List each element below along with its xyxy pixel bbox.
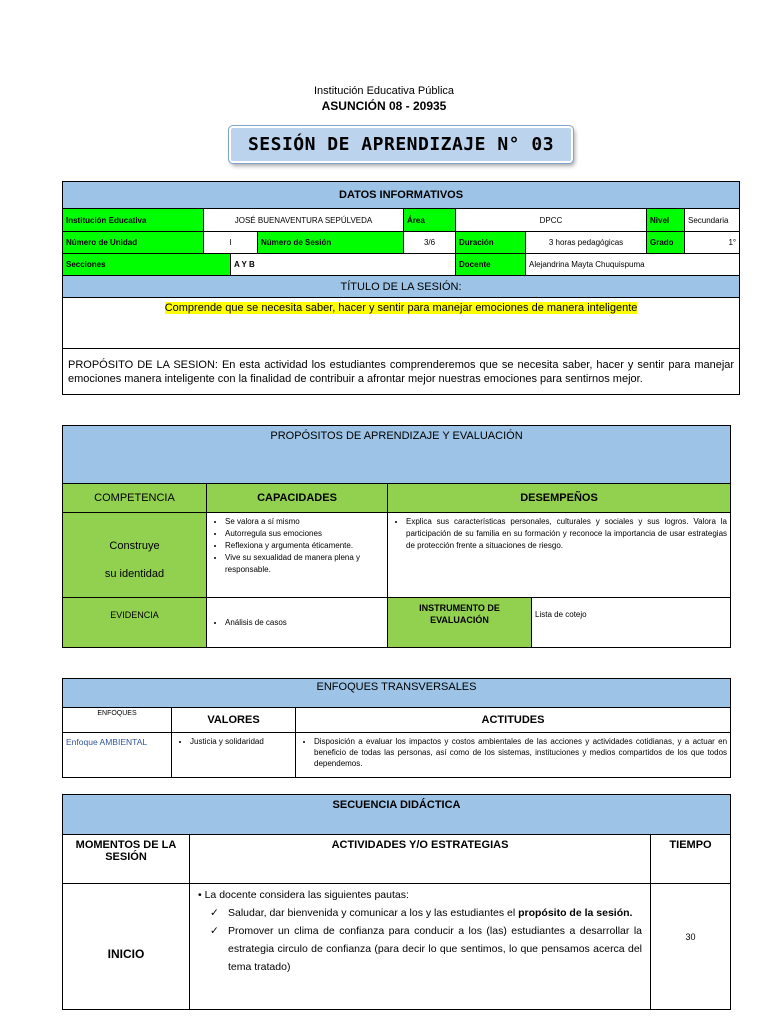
enfoques-table: [62, 678, 731, 778]
valor-cell: [172, 733, 296, 778]
col-competencia: COMPETENCIA: [63, 484, 207, 513]
grado-label: Grado: [647, 232, 685, 254]
secuencia-heading: SECUENCIA DIDÁCTICA: [63, 795, 731, 835]
instrumento-value: Lista de cotejo: [532, 598, 731, 648]
col-capacidades: CAPACIDADES: [207, 484, 388, 513]
desempeno-item: • Explica sus características personales, culturales y sociales y sus logros. Valora la participación de su familia en su formación y reconoce la importancia de usar estrategias de protección frente a situaciones de riesgo.: [406, 516, 727, 552]
col-enfoques: ENFOQUES: [63, 708, 172, 733]
pauta-item-1: ✓ Saludar, dar bienvenida y comunicar a los y las estudiantes el propósito de la sesión.: [228, 904, 642, 922]
desempenos-list: [391, 516, 727, 552]
evidencia-cell: [207, 598, 388, 648]
actitud-cell: [296, 733, 731, 778]
sesion-value: 3/6: [404, 232, 456, 254]
capacidades-list: [210, 516, 384, 576]
datos-heading: DATOS INFORMATIVOS: [63, 182, 740, 209]
grado-value: 1°: [685, 232, 740, 254]
actitud-value: • Disposición a evaluar los impactos y costos ambientales de las acciones y actividades cotidianas, y a actuar en beneficio de todas las personas, así como de los sistemas, instituciones y medios compartidos de los que todos dependemos.: [314, 736, 727, 769]
col-valores: VALORES: [172, 708, 296, 733]
capacidad-item: • Vive su sexualidad de manera plena y responsable.: [225, 552, 384, 576]
valores-list: [175, 737, 292, 746]
desempenos-cell: [388, 513, 731, 598]
actitudes-list: [299, 736, 727, 769]
datos-informativos-table: [62, 181, 740, 395]
inst-value: JOSÉ BUENAVENTURA SEPÚLVEDA: [204, 209, 404, 232]
evidencia-list: [210, 618, 384, 627]
inst-label: Institución Educativa: [63, 209, 204, 232]
nivel-label: Nivel: [647, 209, 685, 232]
capacidad-item: • Reflexiona y argumenta éticamente.: [225, 540, 384, 552]
col-actividades: ACTIVIDADES Y/O ESTRATEGIAS: [190, 835, 651, 884]
evidencia-value: • Análisis de casos: [225, 618, 384, 627]
school-name: ASUNCIÓN 08 - 20935: [321, 99, 447, 113]
pautas-list: [198, 904, 642, 976]
area-label: Área: [404, 209, 456, 232]
secciones-label: Secciones: [63, 254, 231, 276]
session-title-text: Comprende que se necesita saber, hacer y sentir para manejar emociones de manera inteligente: [164, 302, 638, 314]
secciones-value: A Y B: [231, 254, 456, 276]
docente-label: Docente: [456, 254, 526, 276]
competencia-line-1: Construye: [109, 540, 160, 552]
inicio-intro: • La docente considera las siguientes pautas:: [198, 889, 409, 901]
capacidades-cell: [207, 513, 388, 598]
col-momentos: MOMENTOS DE LA SESIÓN: [63, 835, 190, 884]
propositos-heading: PROPÓSITOS DE APRENDIZAJE Y EVALUACIÓN: [63, 426, 731, 484]
duracion-value: 3 horas pedagógicas: [526, 232, 647, 254]
check-icon: ✓: [210, 907, 219, 919]
pauta-item-2: ✓ Promover un clima de confianza para conducir a los (las) estudiantes a desarrollar la estrategia circulo de confianza (para decir lo que sentimos, lo que pensamos acerca del tema tratado): [228, 922, 642, 976]
titulo-cell: [63, 298, 740, 349]
titulo-heading: TÍTULO DE LA SESIÓN:: [63, 276, 740, 298]
session-title: SESIÓN DE APRENDIZAJE N° 03: [229, 126, 573, 163]
propositos-table: [62, 425, 731, 648]
col-tiempo: TIEMPO: [651, 835, 731, 884]
sesion-label: Número de Sesión: [258, 232, 404, 254]
unidad-value: I: [204, 232, 258, 254]
unidad-label: Número de Unidad: [63, 232, 204, 254]
competencia-line-2: su identidad: [104, 568, 165, 580]
capacidad-item: • Se valora a sí mismo: [225, 516, 384, 528]
nivel-value: Secundaria: [685, 209, 740, 232]
col-desempenos: DESEMPEÑOS: [388, 484, 731, 513]
valor-value: • Justicia y solidaridad: [190, 737, 292, 746]
docente-value: Alejandrina Mayta Chuquispuma: [526, 254, 740, 276]
inicio-tiempo: 30: [651, 884, 731, 1010]
inicio-actividades: [190, 884, 651, 1010]
competencia-cell: [63, 513, 207, 598]
secuencia-table: [62, 794, 731, 1010]
capacidad-item: • Autorregula sus emociones: [225, 528, 384, 540]
inicio-label: INICIO: [63, 884, 190, 1010]
enfoque-value: Enfoque AMBIENTAL: [63, 733, 172, 778]
evidencia-label: EVIDENCIA: [63, 598, 207, 648]
check-icon: ✓: [210, 925, 219, 937]
col-actitudes: ACTITUDES: [296, 708, 731, 733]
proposito-text: PROPÓSITO DE LA SESION: En esta actividad los estudiantes comprenderemos que se necesita saber, hacer y sentir para manejar emociones manera inteligente con la finalidad de contribuir a afrontar mejor nuestras emociones para sentirnos mejor.: [63, 349, 740, 395]
instrumento-label: INSTRUMENTO DE EVALUACIÓN: [388, 598, 532, 648]
area-value: DPCC: [456, 209, 647, 232]
enfoques-heading: ENFOQUES TRANSVERSALES: [63, 679, 731, 708]
duracion-label: Duración: [456, 232, 526, 254]
institution-line: Institución Educativa Pública: [313, 85, 455, 97]
